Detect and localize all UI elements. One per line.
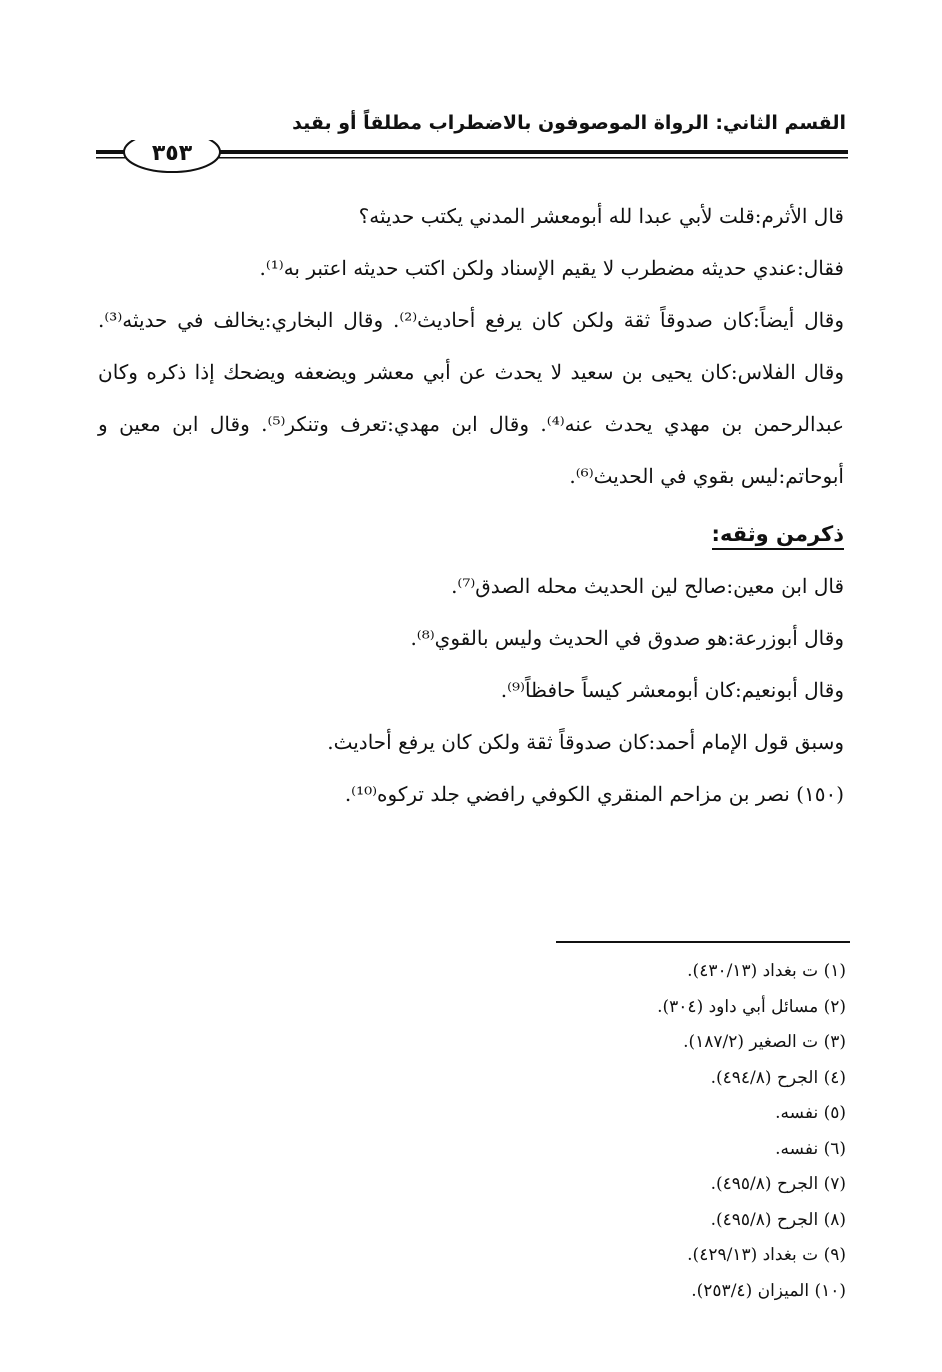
footnote-item: (٣) ت الصغير (١٨٧/٢). [683,1032,846,1052]
narrator-entry: (١٥٠) نصر بن مزاحم المنقري الكوفي رافضي جلد تركوه⁽¹⁰⁾. [344,782,844,806]
footnote-item: (١) ت بغداد (٤٣٠/١٣). [687,961,846,981]
text-paragraph: وسبق قول الإمام أحمد:كان صدوقاً ثقة ولكن كان يرفع أحاديث. [327,730,844,754]
running-header-title: القسم الثاني: الرواة الموصوفون بالاضطراب مطلقاً أو بقيد [292,112,846,134]
footnote-item: (٧) الجرح (٤٩٥/٨). [710,1174,846,1194]
footnote-item: (١٠) الميزان (٢٥٣/٤). [691,1280,846,1301]
text-paragraph: قال الأثرم:قلت لأبي عبدا لله أبومعشر المدني يكتب حديثه؟ [358,204,844,228]
footnote-item: (٩) ت بغداد (٤٢٩/١٣). [687,1245,846,1265]
text-paragraph: قال ابن معين:صالح لين الحديث محله الصدق⁽⁷⁾. [451,574,844,598]
section-heading-text: ذكرمن وثقه: [712,522,844,550]
footnote-item: (٨) الجرح (٤٩٥/٨). [710,1209,846,1230]
footnote-separator [556,941,850,943]
footnote-item: (٦) نفسه. [775,1138,846,1159]
text-paragraph: وقال أبونعيم:كان أبومعشر كيساً حافظاً⁽⁹⁾. [500,678,844,702]
text-paragraph: وقال أيضاً:كان صدوقاً ثقة ولكن كان يرفع أحاديث⁽²⁾. وقال البخاري:يخالف في حديثه⁽³⁾. وقال الفلاس:كان يحيى بن سعيد لا يحدث عن أبي معشر ويضعفه ويضحك إذا ذكره وكان عبدالرحمن بن مهدي يحدث عنه⁽⁴⁾. وقال ابن مهدي:تعرف وتنكر⁽⁵⁾. وقال ابن معين و أبوحاتم:ليس بقوي في الحديث⁽⁶⁾. [98,308,844,488]
text-paragraph: فقال:عندي حديثه مضطرب لا يقيم الإسناد ولكن اكتب حديثه اعتبر به⁽¹⁾. [259,256,844,280]
footnotes-list [446,954,846,1309]
footnote-item: (٤) الجرح (٤٩٤/٨). [710,1067,846,1088]
text-paragraph: وقال أبوزرعة:هو صدوق في الحديث وليس بالقوي⁽⁸⁾. [410,626,844,650]
main-text [98,190,844,820]
footnote-item: (٢) مسائل أبي داود (٣٠٤). [657,996,846,1017]
footnote-item: (٥) نفسه. [775,1103,846,1123]
page-number: ٣٥٣ [151,140,193,166]
section-heading [98,508,844,560]
